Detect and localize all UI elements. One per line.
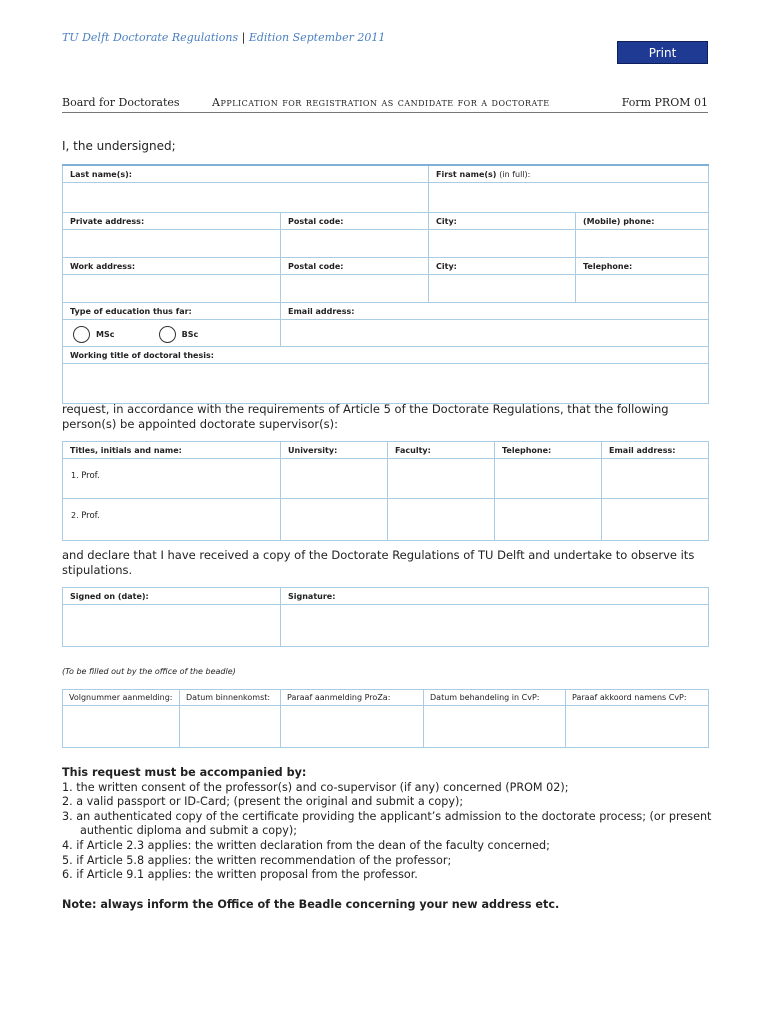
work-address-field[interactable] [63,275,281,303]
list-item: 1. the written consent of the professor(s) and co-supervisor (if any) concerned (PROM 02); [62,780,569,794]
mobile-phone-label: (Mobile) phone: [576,213,709,230]
list-item: 5. if Article 5.8 applies: the written recommendation of the professor; [62,853,452,867]
beadle-table [62,689,709,748]
beadle-col-4: Datum behandeling in CvP: [424,690,566,706]
thesis-title-field[interactable] [63,364,709,404]
beadle-note: (To be filled out by the office of the beadle) [62,667,236,676]
work-city-label: City: [429,258,576,275]
supervisors-table [62,441,709,541]
work-city-field[interactable] [429,275,576,303]
regulations-title: TU Delft Doctorate Regulations [62,31,239,44]
list-item: 4. if Article 2.3 applies: the written declaration from the dean of the faculty concerned; [62,838,550,852]
supervisor-2-name[interactable]: 2. Prof. [63,499,281,541]
beadle-col-2: Datum binnenkomst: [180,690,281,706]
telephone-label: Telephone: [576,258,709,275]
beadle-col-5: Paraaf akkoord namens CvP: [566,690,709,706]
supervisor-2-email[interactable] [602,499,709,541]
list-item: 2. a valid passport or ID-Card; (present the original and submit a copy); [62,795,464,809]
supervisor-1-email[interactable] [602,459,709,499]
work-postal-code-field[interactable] [281,275,429,303]
thesis-title-label: Working title of doctoral thesis: [63,347,709,364]
email-field[interactable] [281,320,709,347]
print-button[interactable]: Print [617,41,708,64]
telephone-field[interactable] [576,275,709,303]
work-address-label: Work address: [63,258,281,275]
edition-label: Edition September 2011 [248,31,386,44]
table-row [63,499,709,541]
beadle-field-2[interactable] [180,706,281,748]
declare-text: and declare that I have received a copy of the Doctorate Regulations of TU Delft and undertake to observe its stipulations. [62,548,695,577]
col-university-header: University: [281,442,388,459]
request-text: request, in accordance with the requirements of Article 5 of the Doctorate Regulations, that the following person(s) be appointed doctorate supervisor(s): [62,402,669,431]
document-header [62,31,385,44]
postal-code-label: Postal code: [281,213,429,230]
supervisor-1-name[interactable]: 1. Prof. [63,459,281,499]
email-label: Email address: [281,303,709,320]
requirements-heading: This request must be accompanied by: [62,766,307,779]
col-email-header: Email address: [602,442,709,459]
signed-on-field[interactable] [63,605,281,647]
private-address-label: Private address: [63,213,281,230]
table-row [63,459,709,499]
intro-text: I, the undersigned; [62,139,176,153]
supervisor-1-faculty[interactable] [388,459,495,499]
city-field[interactable] [429,230,576,258]
bsc-radio[interactable] [159,326,176,343]
postal-code-field[interactable] [281,230,429,258]
supervisor-1-telephone[interactable] [495,459,602,499]
beadle-field-1[interactable] [63,706,180,748]
supervisor-2-telephone[interactable] [495,499,602,541]
private-address-field[interactable] [63,230,281,258]
requirements-list [62,766,722,883]
header-separator: | [241,31,246,44]
supervisor-2-university[interactable] [281,499,388,541]
work-postal-code-label: Postal code: [281,258,429,275]
last-name-field[interactable] [63,183,429,213]
first-name-field[interactable] [429,183,709,213]
form-id: Form PROM 01 [621,96,708,109]
list-item: 3. an authenticated copy of the certificate providing the applicant’s admission to the doctorate process; (or present authentic diploma and submit a copy); [62,809,712,838]
msc-label: MSc [96,329,115,339]
beadle-col-3: Paraaf aanmelding ProZa: [281,690,424,706]
signing-table [62,587,709,647]
supervisor-1-university[interactable] [281,459,388,499]
msc-radio[interactable] [73,326,90,343]
col-titles-header: Titles, initials and name: [63,442,281,459]
signature-label: Signature: [281,588,709,605]
education-options [63,320,281,347]
beadle-col-1: Volgnummer aanmelding: [63,690,180,706]
final-note: Note: always inform the Office of the Beadle concerning your new address etc. [62,898,560,911]
beadle-field-5[interactable] [566,706,709,748]
col-faculty-header: Faculty: [388,442,495,459]
beadle-field-3[interactable] [281,706,424,748]
supervisor-2-faculty[interactable] [388,499,495,541]
bsc-label: BSc [181,329,199,339]
beadle-field-4[interactable] [424,706,566,748]
mobile-phone-field[interactable] [576,230,709,258]
form-header-line [62,96,708,113]
form-title: Application for registration as candidate for a doctorate [212,96,550,109]
board-label: Board for Doctorates [62,96,180,109]
list-item: 6. if Article 9.1 applies: the written proposal from the professor. [62,868,418,882]
first-name-label: First name(s) (in full): [429,165,709,183]
city-label: City: [429,213,576,230]
col-telephone-header: Telephone: [495,442,602,459]
last-name-label: Last name(s): [63,165,429,183]
signed-on-label: Signed on (date): [63,588,281,605]
signature-field[interactable] [281,605,709,647]
personal-details-table [62,164,709,404]
education-label: Type of education thus far: [63,303,281,320]
